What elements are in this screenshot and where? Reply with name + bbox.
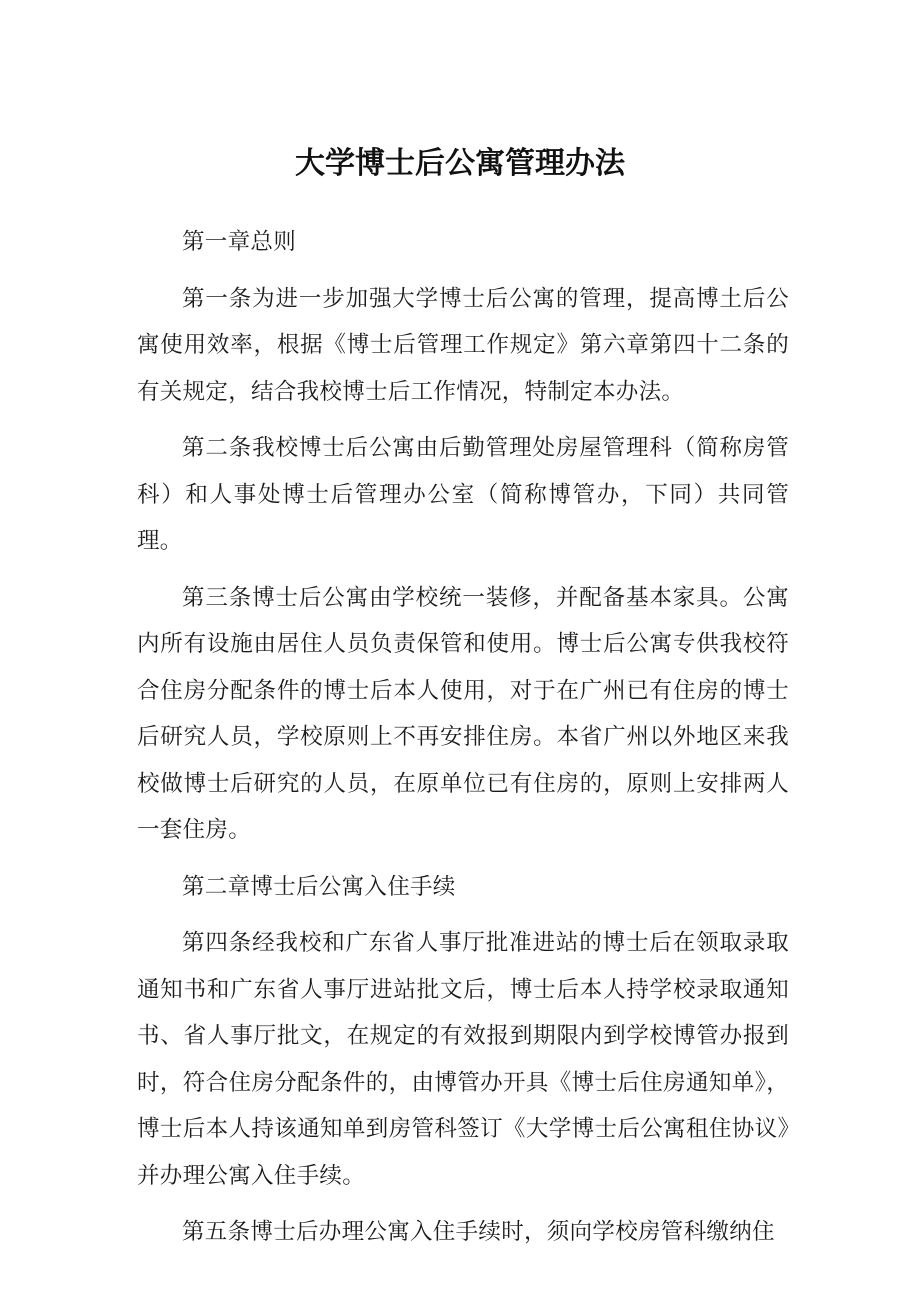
document-body [137,219,789,1266]
article-4-paragraph: 第四条经我校和广东省人事厅批准进站的博士后在领取录取通知书和广东省人事厅进站批文后，博士后本人持学校录取通知书、省人事厅批文，在规定的有效报到期限内到学校博管办报到时，符合住房分配条件的，由博管办开具《博士后住房通知单》，博士后本人持该通知单到房管科签订《大学博士后公寓租住协议》并办理公寓入住手续。 [137,930,789,1189]
article-1-paragraph: 第一条为进一步加强大学博士后公寓的管理，提高博土后公寓使用效率，根据《博士后管理工作规定》第六章第四十二条的有关规定，结合我校博士后工作情况，特制定本办法。 [137,285,789,405]
document-title: 大学博士后公寓管理办法 [295,146,625,181]
article-3-paragraph: 第三条博士后公寓由学校统一装修，并配备基本家具。公寓内所有设施由居住人员负责保管和使用。博士后公寓专供我校符合住房分配条件的博士后本人使用，对于在广州已有住房的博士后研究人员，学校原则上不再安排住房。本省广州以外地区来我校做博士后研究的人员，在原单位已有住房的，原则上安排两人一套住房。 [137,584,789,843]
chapter-heading-1: 第一章总则 [182,229,297,255]
article-5-paragraph: 第五条博士后办理公寓入住手续时，须向学校房管科缴纳住 [182,1219,775,1245]
article-2-paragraph: 第二条我校博士后公寓由后勤管理处房屋管理科（简称房管科）和人事处博士后管理办公室（简称博管办，下同）共同管理。 [137,435,789,554]
chapter-heading-2: 第二章博士后公寓入住手续 [182,873,456,900]
